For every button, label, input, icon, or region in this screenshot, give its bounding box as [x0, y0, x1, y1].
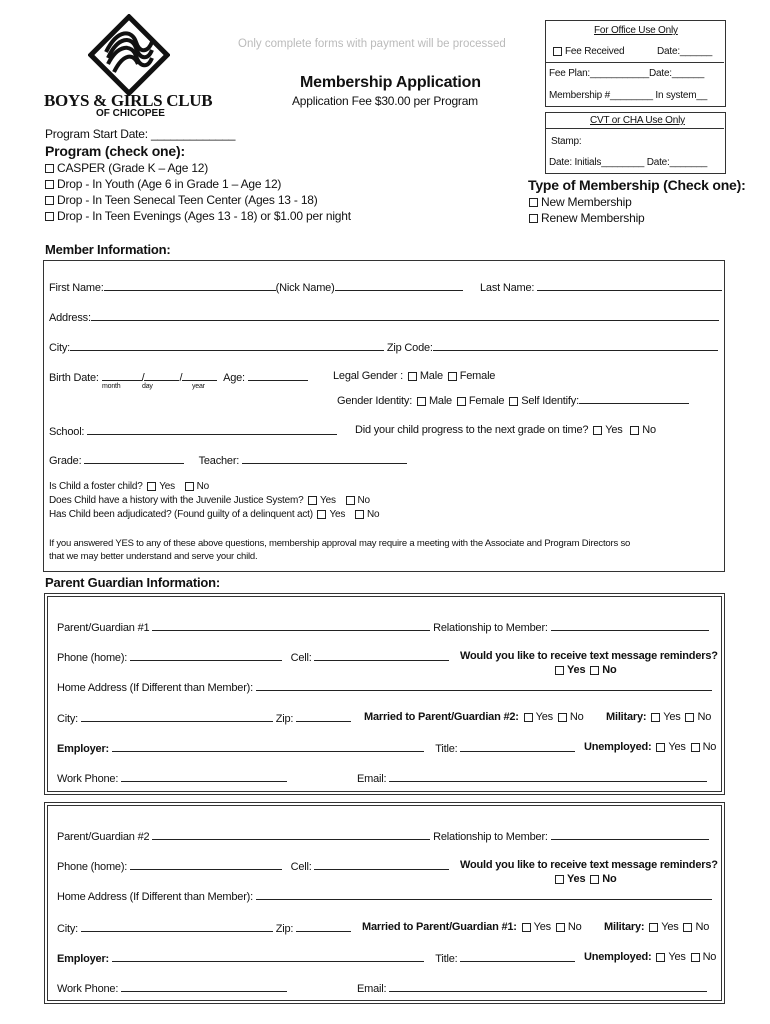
program-option-casper[interactable]: CASPER (Grade K – Age 12) — [43, 161, 208, 175]
guardian-1-work-row: Work Phone: — [57, 771, 287, 785]
guardian-1-work-phone-field[interactable] — [121, 771, 287, 782]
cvt-title: CVT or CHA Use Only — [590, 115, 685, 126]
membership-renew[interactable]: Renew Membership — [527, 211, 645, 225]
foster-yes-checkbox[interactable] — [147, 482, 156, 491]
gender-identity: Gender Identity: Male Female Self Identify: — [337, 393, 689, 407]
member-info-box — [43, 260, 725, 572]
guardian-1-unemployed-no-checkbox[interactable] — [691, 743, 700, 752]
guardian-2-work-row: Work Phone: — [57, 981, 287, 995]
guardian-2-text-no-checkbox[interactable] — [590, 875, 599, 884]
office-use-title: For Office Use Only — [594, 25, 678, 36]
office-divider — [545, 62, 724, 63]
guardian-2-text-options: Yes No — [553, 873, 617, 885]
progress-question: Did your child progress to the next grade on time? Yes No — [355, 424, 656, 436]
office-date: Date:______ — [657, 46, 713, 57]
first-name-row: First Name: (Nick Name) — [49, 280, 463, 294]
foster-question: Is Child a foster child? Yes No — [49, 481, 210, 492]
birth-day-caption: day — [142, 383, 153, 390]
guardian-1-email-field[interactable] — [389, 771, 707, 782]
guardian-1-married-yes-checkbox[interactable] — [524, 713, 533, 722]
guardian-2-zip-field[interactable] — [296, 921, 351, 932]
birth-year-caption: year — [192, 383, 205, 390]
address-row: Address: — [49, 310, 719, 324]
stamp: Stamp: — [551, 136, 582, 147]
club-logo — [88, 14, 170, 96]
last-name-field[interactable] — [537, 280, 722, 291]
guardian-1-phone-row: Phone (home): Cell: — [57, 650, 449, 664]
guardian-info-heading: Parent Guardian Information: — [45, 575, 220, 590]
guardian-2-married-yes-checkbox[interactable] — [522, 923, 531, 932]
adjudicated-no-checkbox[interactable] — [355, 510, 364, 519]
school-row: School: — [49, 424, 337, 438]
guardian-2-relationship-field[interactable] — [551, 829, 709, 840]
guardian-1-cell-field[interactable] — [314, 650, 449, 661]
guardian-2-title-field[interactable] — [460, 951, 575, 962]
guardian-2-cell-field[interactable] — [314, 859, 449, 870]
guardian-1-text-yes-checkbox[interactable] — [555, 666, 564, 675]
birth-month-field[interactable] — [102, 370, 142, 381]
guardian-1-email-row: Email: — [357, 771, 707, 785]
member-note-line1: If you answered YES to any of these above questions, membership approval may require a meeting with the Associate and Program Directors so — [49, 538, 631, 549]
program-start-date[interactable]: Program Start Date: _____________ — [45, 127, 236, 141]
progress-yes-checkbox[interactable] — [593, 426, 602, 435]
processing-notice: Only complete forms with payment will be processed — [238, 38, 506, 50]
guardian-1-military-no-checkbox[interactable] — [685, 713, 694, 722]
adjudicated-yes-checkbox[interactable] — [317, 510, 326, 519]
guardian-2-unemployed-yes-checkbox[interactable] — [656, 953, 665, 962]
guardian-2-city-row: City: Zip: — [57, 921, 351, 935]
guardian-1-unemployed: Unemployed: Yes No — [584, 741, 717, 753]
fee-received-checkbox[interactable] — [553, 47, 562, 56]
birth-date-row: Birth Date: / / Age: — [49, 370, 308, 384]
age-field[interactable] — [248, 370, 308, 381]
juvenile-yes-checkbox[interactable] — [308, 496, 317, 505]
page-title: Membership Application — [300, 74, 481, 91]
guardian-2-email-row: Email: — [357, 981, 707, 995]
org-sub: OF CHICOPEE — [96, 108, 165, 119]
guardian-1-text-question: Would you like to receive text message reminders? — [460, 650, 718, 662]
guardian-2-home-phone-field[interactable] — [130, 859, 282, 870]
teacher-field[interactable] — [242, 453, 407, 464]
guardian-2-employer-field[interactable] — [112, 951, 424, 962]
guardian-2-employer-row: Employer: Title: — [57, 951, 575, 965]
guardian-2-name-row: Parent/Guardian #2 Relationship to Member: — [57, 829, 709, 843]
guardian-1-employer-row: Employer: Title: — [57, 741, 575, 755]
guardian-1-address-row: Home Address (If Different than Member): — [57, 680, 712, 694]
guardian-2-name-field[interactable] — [152, 829, 430, 840]
member-info-heading: Member Information: — [45, 242, 171, 257]
guardian-2-city-field[interactable] — [81, 921, 273, 932]
gender-identity-female-checkbox[interactable] — [457, 397, 466, 406]
membership-type-heading: Type of Membership (Check one): — [528, 177, 746, 193]
guardian-2-married-no-checkbox[interactable] — [556, 923, 565, 932]
program-option-youth[interactable]: Drop - In Youth (Age 6 in Grade 1 – Age 12) — [43, 177, 281, 191]
guardian-2-work-phone-field[interactable] — [121, 981, 287, 992]
guardian-2-unemployed: Unemployed: Yes No — [584, 951, 717, 963]
guardian-2-military-no-checkbox[interactable] — [683, 923, 692, 932]
membership-new[interactable]: New Membership — [527, 195, 632, 209]
guardian-1-name-row: Parent/Guardian #1 Relationship to Member: — [57, 620, 709, 634]
guardian-1-married: Married to Parent/Guardian #2: Yes No — [364, 711, 584, 723]
guardian-1-title-field[interactable] — [460, 741, 575, 752]
juvenile-question: Does Child have a history with the Juvenile Justice System? Yes No — [49, 495, 370, 506]
birth-year-field[interactable] — [182, 370, 217, 381]
progress-no-checkbox[interactable] — [630, 426, 639, 435]
first-name-field[interactable] — [104, 280, 276, 291]
guardian-1-zip-field[interactable] — [296, 711, 351, 722]
birth-month-caption: month — [102, 383, 121, 390]
guardian-1-unemployed-yes-checkbox[interactable] — [656, 743, 665, 752]
program-heading: Program (check one): — [45, 143, 185, 159]
guardian-1-city-row: City: Zip: — [57, 711, 351, 725]
guardian-1-text-options: Yes No — [553, 664, 617, 676]
member-note-line2: that we may better understand and serve your child. — [49, 551, 258, 562]
adjudicated-question: Has Child been adjudicated? (Found guilty of a delinquent act) Yes No — [49, 509, 380, 520]
legal-gender-female-checkbox[interactable] — [448, 372, 457, 381]
application-fee: Application Fee $30.00 per Program — [292, 94, 478, 108]
program-option-teen-evenings[interactable]: Drop - In Teen Evenings (Ages 13 - 18) or $1.00 per night — [43, 209, 351, 223]
guardian-1-home-phone-field[interactable] — [130, 650, 282, 661]
nick-name-field[interactable] — [335, 280, 463, 291]
grade-field[interactable] — [84, 453, 184, 464]
guardian-1-married-no-checkbox[interactable] — [558, 713, 567, 722]
legal-gender-male-checkbox[interactable] — [408, 372, 417, 381]
guardian-1-employer-field[interactable] — [112, 741, 424, 752]
juvenile-no-checkbox[interactable] — [346, 496, 355, 505]
city-row: City: Zip Code: — [49, 340, 718, 354]
guardian-2-military: Military: Yes No — [604, 921, 710, 933]
gender-identity-male-checkbox[interactable] — [417, 397, 426, 406]
guardian-1-name-field[interactable] — [152, 620, 430, 631]
guardian-2-address-field[interactable] — [256, 889, 712, 900]
guardian-2-married: Married to Parent/Guardian #1: Yes No — [362, 921, 582, 933]
guardian-1-military-yes-checkbox[interactable] — [651, 713, 660, 722]
fee-received: Fee Received — [551, 46, 624, 57]
guardian-1-address-field[interactable] — [256, 680, 712, 691]
club-logo-icon — [88, 14, 170, 96]
self-identify-field[interactable] — [579, 393, 689, 404]
guardian-2-text-yes-checkbox[interactable] — [555, 875, 564, 884]
foster-no-checkbox[interactable] — [185, 482, 194, 491]
date-initials: Date: Initials________ Date:_______ — [549, 157, 708, 168]
address-field[interactable] — [91, 310, 719, 321]
guardian-1-text-no-checkbox[interactable] — [590, 666, 599, 675]
birth-day-field[interactable] — [144, 370, 179, 381]
program-option-teen-center[interactable]: Drop - In Teen Senecal Teen Center (Ages 13 - 18) — [43, 193, 318, 207]
guardian-1-military: Military: Yes No — [606, 711, 712, 723]
zip-field[interactable] — [433, 340, 718, 351]
guardian-1-city-field[interactable] — [81, 711, 273, 722]
legal-gender: Legal Gender : Male Female — [333, 370, 496, 382]
school-field[interactable] — [87, 424, 337, 435]
guardian-2-phone-row: Phone (home): Cell: — [57, 859, 449, 873]
org-name: BOYS & GIRLS CLUB — [44, 91, 213, 110]
membership-number: Membership #________ In system__ — [549, 90, 708, 101]
guardian-2-military-yes-checkbox[interactable] — [649, 923, 658, 932]
grade-row: Grade: Teacher: — [49, 453, 407, 467]
cvt-divider — [545, 128, 724, 129]
guardian-1-relationship-field[interactable] — [551, 620, 709, 631]
guardian-2-unemployed-no-checkbox[interactable] — [691, 953, 700, 962]
last-name-row: Last Name: — [480, 280, 722, 294]
self-identify-checkbox[interactable] — [509, 397, 518, 406]
city-field[interactable] — [70, 340, 384, 351]
guardian-2-email-field[interactable] — [389, 981, 707, 992]
guardian-2-address-row: Home Address (If Different than Member): — [57, 889, 712, 903]
fee-plan: Fee Plan:___________Date:______ — [549, 68, 705, 79]
guardian-2-text-question: Would you like to receive text message reminders? — [460, 859, 718, 871]
